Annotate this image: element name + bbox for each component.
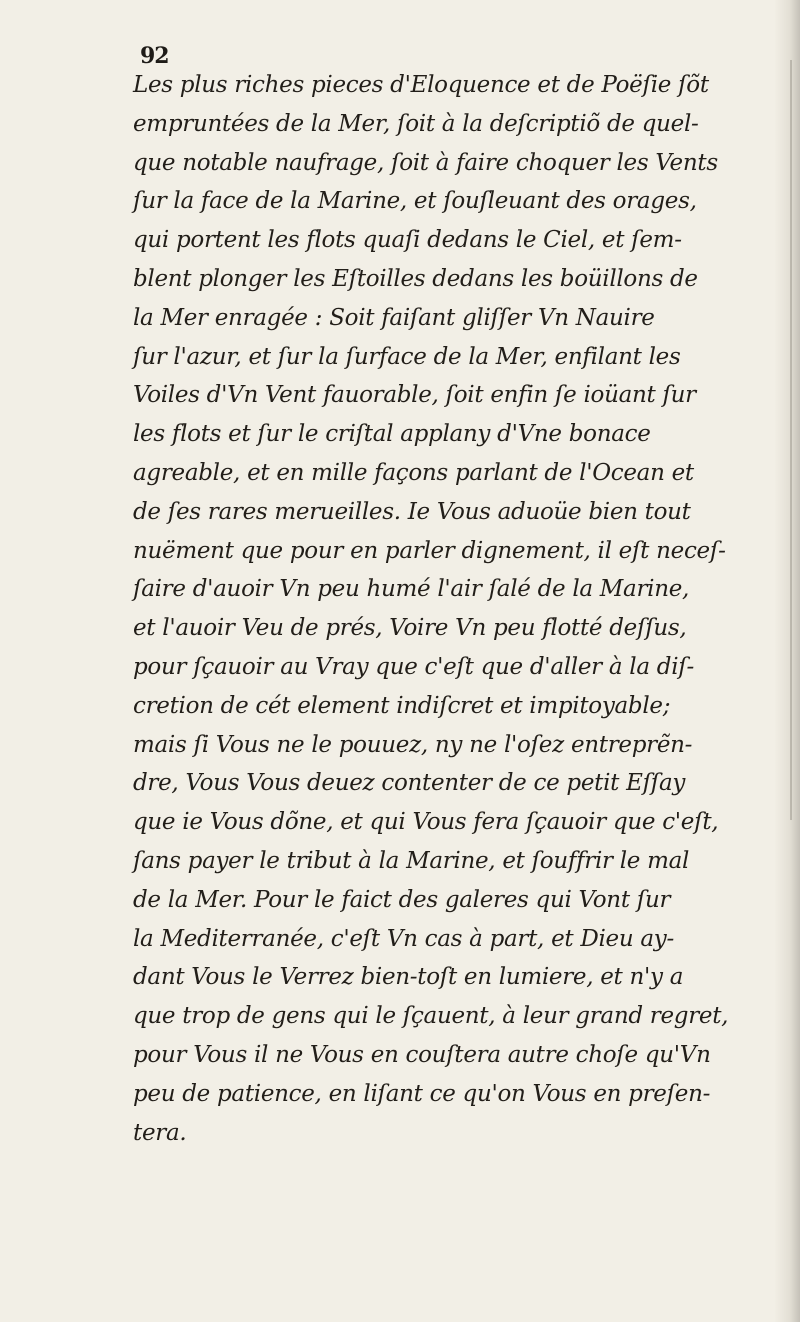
text-line-27: peu de patience, en liſant ce qu'on Vous en preſen- (133, 1080, 711, 1107)
text-line-18: mais ſi Vous ne le pouuez, ny ne l'oſez entreprẽn- (133, 731, 693, 758)
text-line-10: les flots et ſur le criſtal applany d'Vne bonace (133, 421, 651, 448)
text-line-1: Les plus riches pieces d'Eloquence et de Poëſie ſõt (133, 72, 709, 98)
text-line-16: pour ſçauoir au Vray que c'eſt que d'aller à la diſ- (133, 653, 694, 680)
text-line-2: empruntées de la Mer, ſoit à la deſcriptiõ de quel- (133, 110, 699, 137)
text-line-22: de la Mer. Pour le faict des galeres qui Vont ſur (133, 886, 671, 913)
text-line-5: qui portent les flots quaſi dedans le Ciel, et ſem- (133, 227, 682, 254)
text-line-15: et l'auoir Veu de prés, Voire Vn peu flotté deſſus, (133, 615, 687, 642)
text-line-17: cretion de cét element indiſcret et impitoyable; (133, 692, 671, 719)
text-line-9: Voiles d'Vn Vent fauorable, ſoit enfin ſe ioüant ſur (133, 382, 696, 409)
text-line-24: dant Vous le Verrez bien-toſt en lumiere, et n'y a (133, 964, 684, 991)
text-line-25: que trop de gens qui le ſçauent, à leur grand regret, (133, 1003, 729, 1030)
text-line-12: de ſes rares merueilles. Ie Vous aduoüe bien tout (133, 498, 691, 525)
text-line-23: la Mediterranée, c'eſt Vn cas à part, et Dieu ay- (133, 925, 674, 952)
body-text (133, 66, 793, 1152)
text-line-3: que notable naufrage, ſoit à faire choquer les Vents (133, 149, 718, 176)
text-line-7: la Mer enragée : Soit faiſant gliſſer Vn Nauire (133, 304, 655, 331)
text-line-21: ſans payer le tribut à la Marine, et ſouffrir le mal (133, 847, 690, 874)
text-line-8: ſur l'azur, et ſur la ſurface de la Mer, enfilant les (133, 343, 681, 370)
text-line-13: nuëment que pour en parler dignement, il eſt neceſ- (133, 537, 726, 564)
page-number: 92 (140, 43, 169, 69)
text-line-28: tera. (133, 1119, 187, 1146)
text-line-26: pour Vous il ne Vous en couſtera autre choſe qu'Vn (133, 1041, 711, 1068)
text-line-11: agreable, et en mille façons parlant de l'Ocean et (133, 459, 694, 486)
text-line-6: blent plonger les Eſtoilles dedans les boüillons de (133, 265, 698, 292)
text-line-14: ſaire d'auoir Vn peu humé l'air ſalé de la Marine, (133, 576, 690, 603)
text-line-4: ſur la face de la Marine, et ſouſleuant des orages, (133, 188, 697, 215)
text-line-20: que ie Vous dõne, et qui Vous fera ſçauoir que c'eſt, (133, 809, 719, 836)
text-line-19: dre, Vous Vous deuez contenter de ce petit Eſſay (133, 770, 686, 797)
